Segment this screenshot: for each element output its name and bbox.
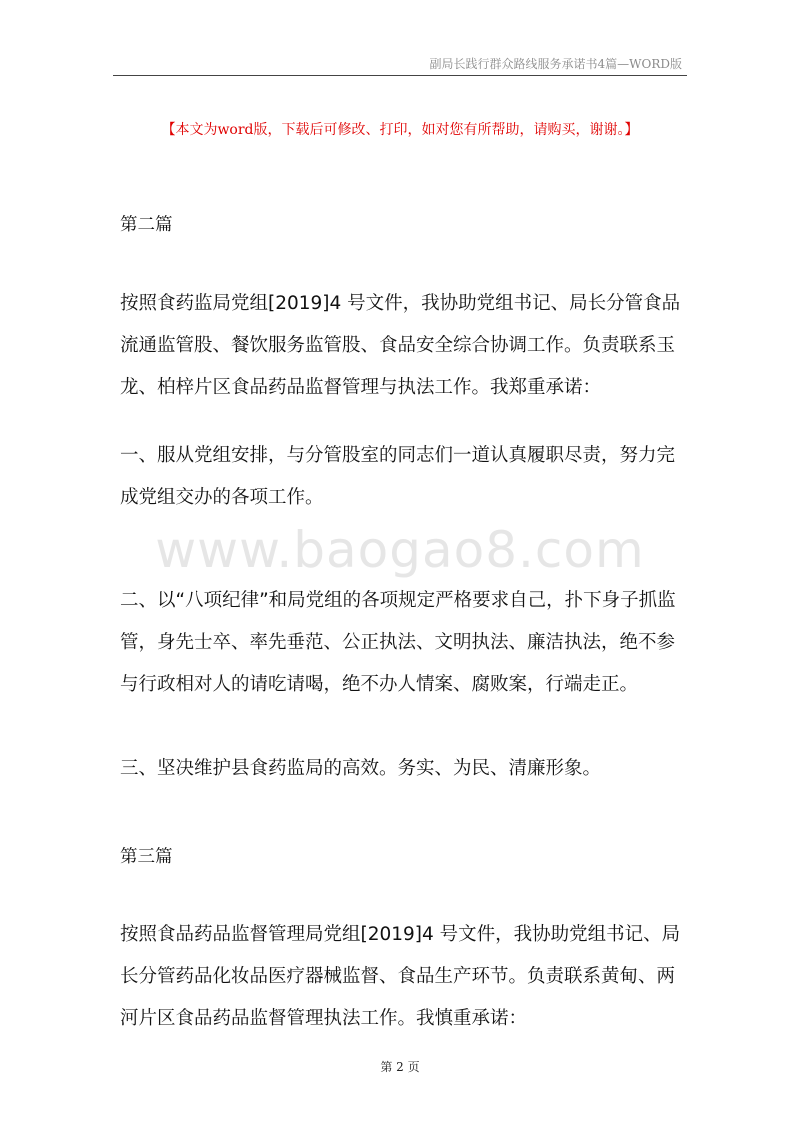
paragraph-line: 长分管药品化妆品医疗器械监督、食品生产环节。负责联系黄甸、两	[120, 966, 676, 987]
paragraph-third-intro	[120, 914, 685, 1040]
paragraph-line: 按照食药监局党组[2019]4 号文件，我协助党组书记、局长分管食品	[120, 293, 681, 314]
paragraph-second-item-3	[120, 748, 685, 790]
page-number: 第 2 页	[380, 1060, 420, 1074]
paragraph-line: 三、坚决维护县食药监局的高效。务实、为民、清廉形象。	[120, 758, 602, 779]
paragraph-second-item-1	[120, 435, 685, 519]
running-header: 副局长践行群众路线服务承诺书4篇—WORD版	[429, 57, 682, 71]
paragraph-line: 按照食品药品监督管理局党组[2019]4 号文件，我协助党组书记、局	[120, 924, 681, 945]
paragraph-line: 与行政相对人的请吃请喝，绝不办人情案、腐败案，行端走正。	[120, 674, 639, 695]
paragraph-line: 河片区食品药品监督管理执法工作。我慎重承诺：	[120, 1008, 528, 1029]
section-heading-second: 第二篇	[120, 215, 173, 235]
section-heading-third: 第三篇	[120, 847, 173, 867]
header-divider	[113, 75, 687, 76]
paragraph-line: 管，身先士卒、率先垂范、公正执法、文明执法、廉洁执法，绝不参	[120, 632, 676, 653]
paragraph-line: 龙、柏梓片区食品药品监督管理与执法工作。我郑重承诺：	[120, 377, 602, 398]
purchase-notice: 【本文为word版，下载后可修改、打印，如对您有所帮助，请购买，谢谢。】	[161, 122, 639, 138]
paragraph-line: 成党组交办的各项工作。	[120, 487, 324, 508]
paragraph-second-item-2	[120, 580, 685, 706]
watermark: www.baogao8.com	[155, 521, 645, 579]
paragraph-second-intro	[120, 283, 685, 409]
paragraph-line: 流通监管股、餐饮服务监管股、食品安全综合协调工作。负责联系玉	[120, 335, 676, 356]
paragraph-line: 一、服从党组安排，与分管股室的同志们一道认真履职尽责，努力完	[120, 445, 676, 466]
paragraph-line: 二、以“八项纪律”和局党组的各项规定严格要求自己，扑下身子抓监	[120, 590, 676, 611]
